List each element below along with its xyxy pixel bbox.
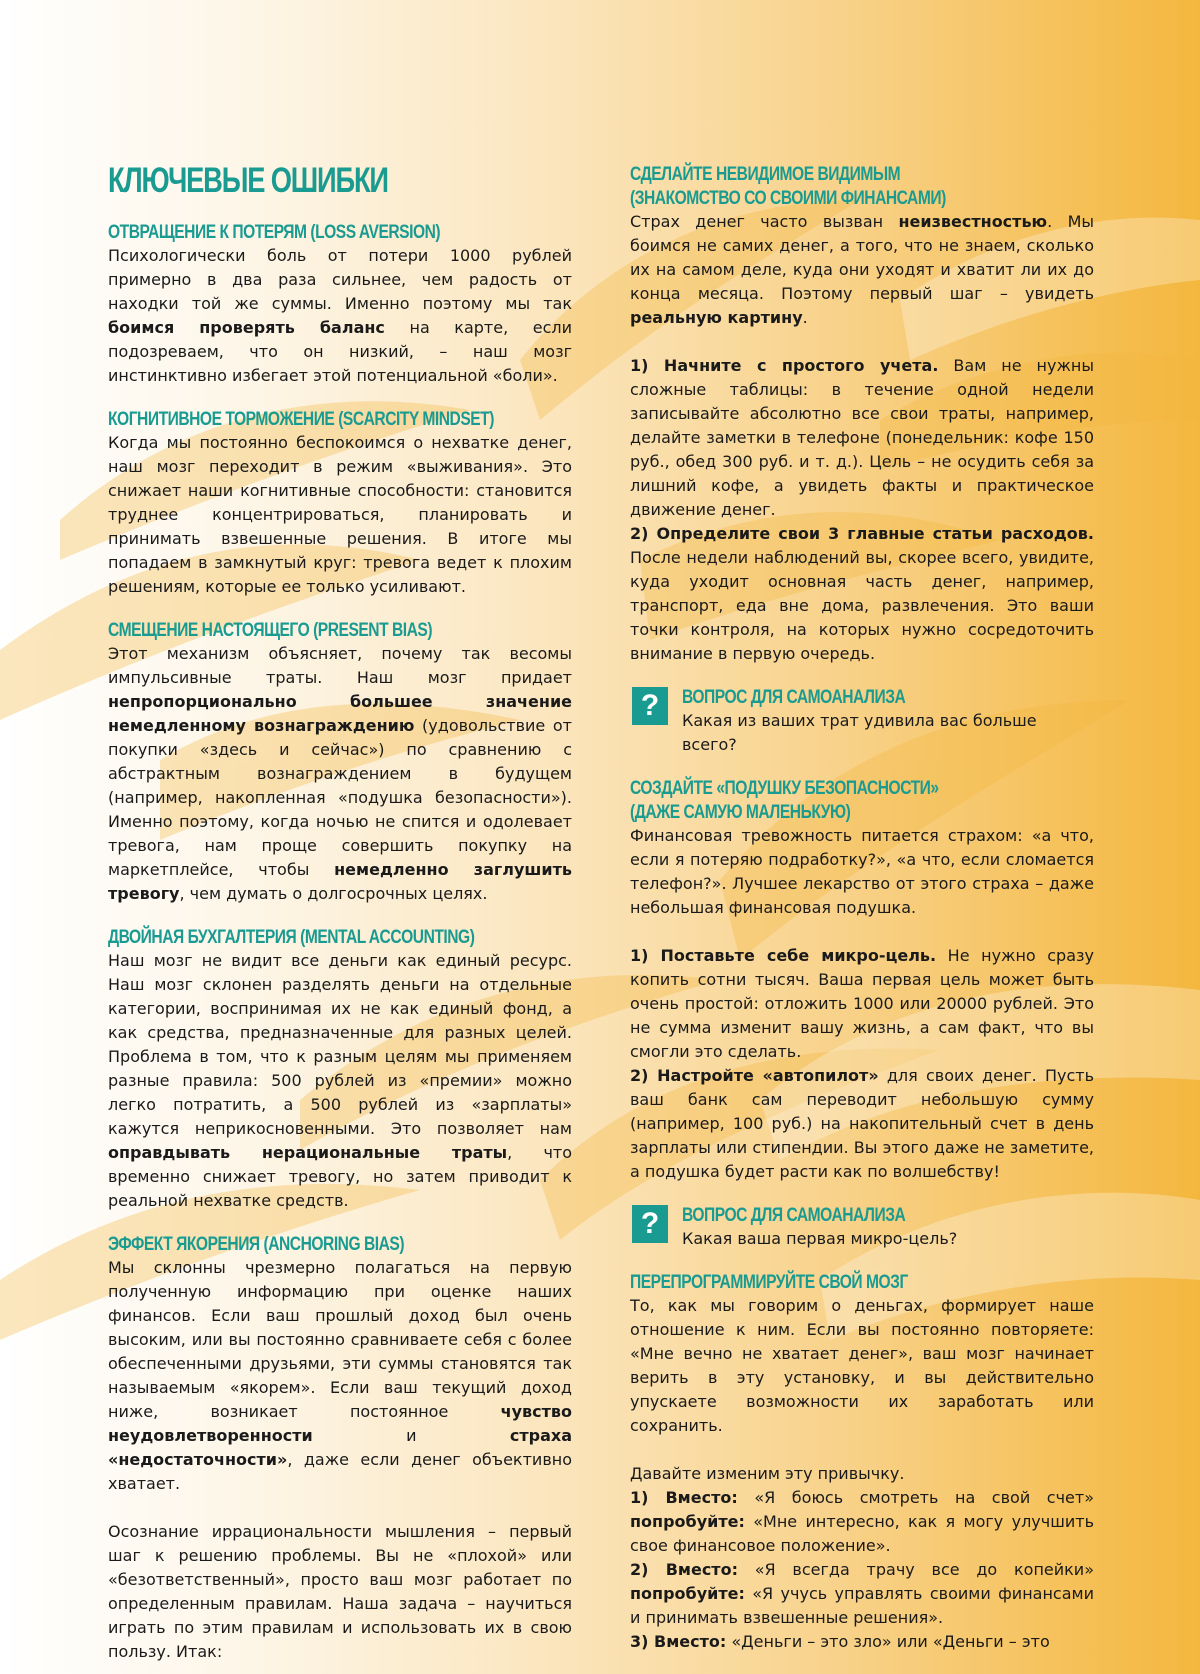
reprogram-item-3: 3) Вместо: «Деньги – это зло» или «Деньги – это bbox=[630, 1632, 1050, 1651]
question-title: ВОПРОС ДЛЯ САМОАНАЛИЗА bbox=[682, 686, 906, 708]
page-title: КЛЮЧЕВЫЕ ОШИБКИ bbox=[108, 161, 388, 200]
reprogram-item-2: 2) Вместо: «Я всегда трачу все до копейки» попробуйте: «Я учусь управлять своими финансами и принимать взвешенные решения». bbox=[630, 1560, 1094, 1627]
section-text-scarcity: Когда мы постоянно беспокоимся о нехватке денег, наш мозг переходит в режим «выживания». Это снижает наши когнитивные способности: становится труднее концентрироваться, планировать и принимать взвешенные решения. В итоге мы попадаем в замкнутый круг: тревога ведет к плохим решениям, которые ее только усиливают. bbox=[108, 433, 572, 596]
left-column bbox=[108, 160, 572, 1664]
outro-text: Осознание иррациональности мышления – первый шаг к решению проблемы. Вы не «плохой» или «безответственный», просто ваш мозг работает по определенным правилам. Наша задача – научиться играть по этим правилам и использовать их в свою пользу. Итак: bbox=[108, 1522, 572, 1661]
step-autopilot: 2) Настройте «автопилот» для своих денег. Пусть ваш банк сам переводит небольшую сумму (например, 100 руб.) на накопительный счет в день зарплаты или стипендии. Вы этого даже не заметите, а подушка будет расти как по волшебству! bbox=[630, 1066, 1095, 1181]
section-text-visible-intro: Страх денег часто вызван неизвестностью. Мы боимся не самих денег, а того, что не знаем, сколько их на самом деле, куда они уходят и хватит ли их до конца месяца. Поэтому первый шаг – увидеть реальную картину. bbox=[630, 212, 1095, 327]
self-analysis-question-2 bbox=[630, 1203, 1094, 1251]
step-simple-accounting: 1) Начните с простого учета. Вам не нужны сложные таблицы: в течение одной недели записывайте абсолютно все свои траты, например, делайте заметки в телефоне (понедельник: кофе 150 руб., обед 300 руб. и т. д.). Цель – не осудить себя за лишний кофе, а увидеть факты и практическое движение денег. bbox=[630, 356, 1094, 519]
step-micro-goal: 1) Поставьте себе микро-цель. Не нужно сразу копить сотни тысяч. Ваша первая цель может быть очень простой: отложить 1000 или 20000 рублей. Это не сумма изменит вашу жизнь, а сам факт, что вы смогли это сделать. bbox=[630, 946, 1094, 1061]
reprogram-intro: Давайте изменим эту привычку. bbox=[630, 1464, 905, 1483]
section-text-anchoring: Мы склонны чрезмерно полагаться на первую полученную информацию при оценке наших финансов. Если ваш прошлый доход был очень высоким, или вы постоянно сравниваете себя с более обеспеченными друзьями, эти суммы становятся так называемым «якорем». Если ваш текущий доход ниже, возникает постоянное чувство неудовлетворенности и страха «недостаточности», даже если денег объективно хватает. bbox=[108, 1258, 572, 1493]
section-text-mental-accounting: Наш мозг не видит все деньги как единый ресурс. Наш мозг склонен разделять деньги на отдельные категории, воспринимая их не как единый фонд, а как средства, предназначенные для разных целей. Проблема в том, что к разным целям мы применяем разные правила: 500 рублей из «премии» можно легко потратить, а 500 рублей из «зарплаты» кажутся неприкосновенными. Это позволяет нам оправдывать нерациональные траты, что временно снижает тревогу, но затем приводит к реальной нехватке средств. bbox=[108, 951, 573, 1210]
section-text-loss-aversion: Психологически боль от потери 1000 рублей примерно в два раза сильнее, чем радость от находки той же суммы. Именно поэтому мы так боимся проверять баланс на карте, если подозреваем, что он низкий, – наш мозг инстинктивно избегает этой потенциальной «боли». bbox=[108, 246, 573, 385]
section-title-mental-accounting: ДВОЙНАЯ БУХГАЛТЕРИЯ (MENTAL ACCOUNTING) bbox=[108, 926, 475, 948]
section-text-reprogram: То, как мы говорим о деньгах, формирует наше отношение к ним. Если вы постоянно повторяете: «Мне вечно не хватает денег», ваш мозг начинает верить в эту установку, и вы действительно упускаете возможности их заработать или сохранить. bbox=[630, 1296, 1094, 1435]
question-text: Какая ваша первая микро-цель? bbox=[682, 1229, 958, 1248]
question-mark-icon: ? bbox=[632, 1205, 668, 1243]
section-text-safety-cushion: Финансовая тревожность питается страхом: «а что, если я потеряю подработку?», «а что, если сломается телефон?». Лучшее лекарство от этого страха – даже небольшая финансовая подушка. bbox=[630, 826, 1094, 917]
section-title-loss-aversion: ОТВРАЩЕНИЕ К ПОТЕРЯМ (LOSS AVERSION) bbox=[108, 221, 441, 243]
section-title-reprogram: ПЕРЕПРОГРАММИРУЙТЕ СВОЙ МОЗГ bbox=[630, 1271, 908, 1293]
question-mark-icon: ? bbox=[632, 687, 668, 725]
self-analysis-question-1 bbox=[630, 685, 1094, 757]
section-title-visible: СДЕЛАЙТЕ НЕВИДИМОЕ ВИДИМЫМ (ЗНАКОМСТВО СО СВОИМИ ФИНАНСАМИ) bbox=[630, 163, 946, 209]
reprogram-item-1: 1) Вместо: «Я боюсь смотреть на свой счет» попробуйте: «Мне интересно, как я могу улучшить свое финансовое положение». bbox=[630, 1488, 1094, 1555]
question-title: ВОПРОС ДЛЯ САМОАНАЛИЗА bbox=[682, 1204, 906, 1226]
section-title-present-bias: СМЕЩЕНИЕ НАСТОЯЩЕГО (PRESENT BIAS) bbox=[108, 619, 433, 641]
question-text: Какая из ваших трат удивила вас больше всего? bbox=[682, 711, 1037, 754]
section-title-anchoring: ЭФФЕКТ ЯКОРЕНИЯ (ANCHORING BIAS) bbox=[108, 1233, 405, 1255]
right-column bbox=[630, 162, 1094, 1654]
section-text-present-bias: Этот механизм объясняет, почему так весомы импульсивные траты. Наш мозг придает непропорционально большее значение немедленному вознаграждению (удовольствие от покупки «здесь и сейчас») по сравнению с абстрактным вознаграждением в будущем (например, накопленная «подушка безопасности»). Именно поэтому, когда ночью не спится и одолевает тревога, нам проще совершить покупку на маркетплейсе, чтобы немедленно заглушить тревогу, чем думать о долгосрочных целях. bbox=[108, 644, 573, 903]
section-title-safety-cushion: СОЗДАЙТЕ «ПОДУШКУ БЕЗОПАСНОСТИ» (ДАЖЕ САМУЮ МАЛЕНЬКУЮ) bbox=[630, 777, 939, 823]
section-title-scarcity: КОГНИТИВНОЕ ТОРМОЖЕНИЕ (SCARCITY MINDSET) bbox=[108, 408, 494, 430]
step-main-expenses: 2) Определите свои 3 главные статьи расходов. После недели наблюдений вы, скорее всего, увидите, куда уходит основная часть денег, например, транспорт, еда вне дома, развлечения. Это ваши точки контроля, на которых нужно сосредоточить внимание в первую очередь. bbox=[630, 524, 1094, 663]
